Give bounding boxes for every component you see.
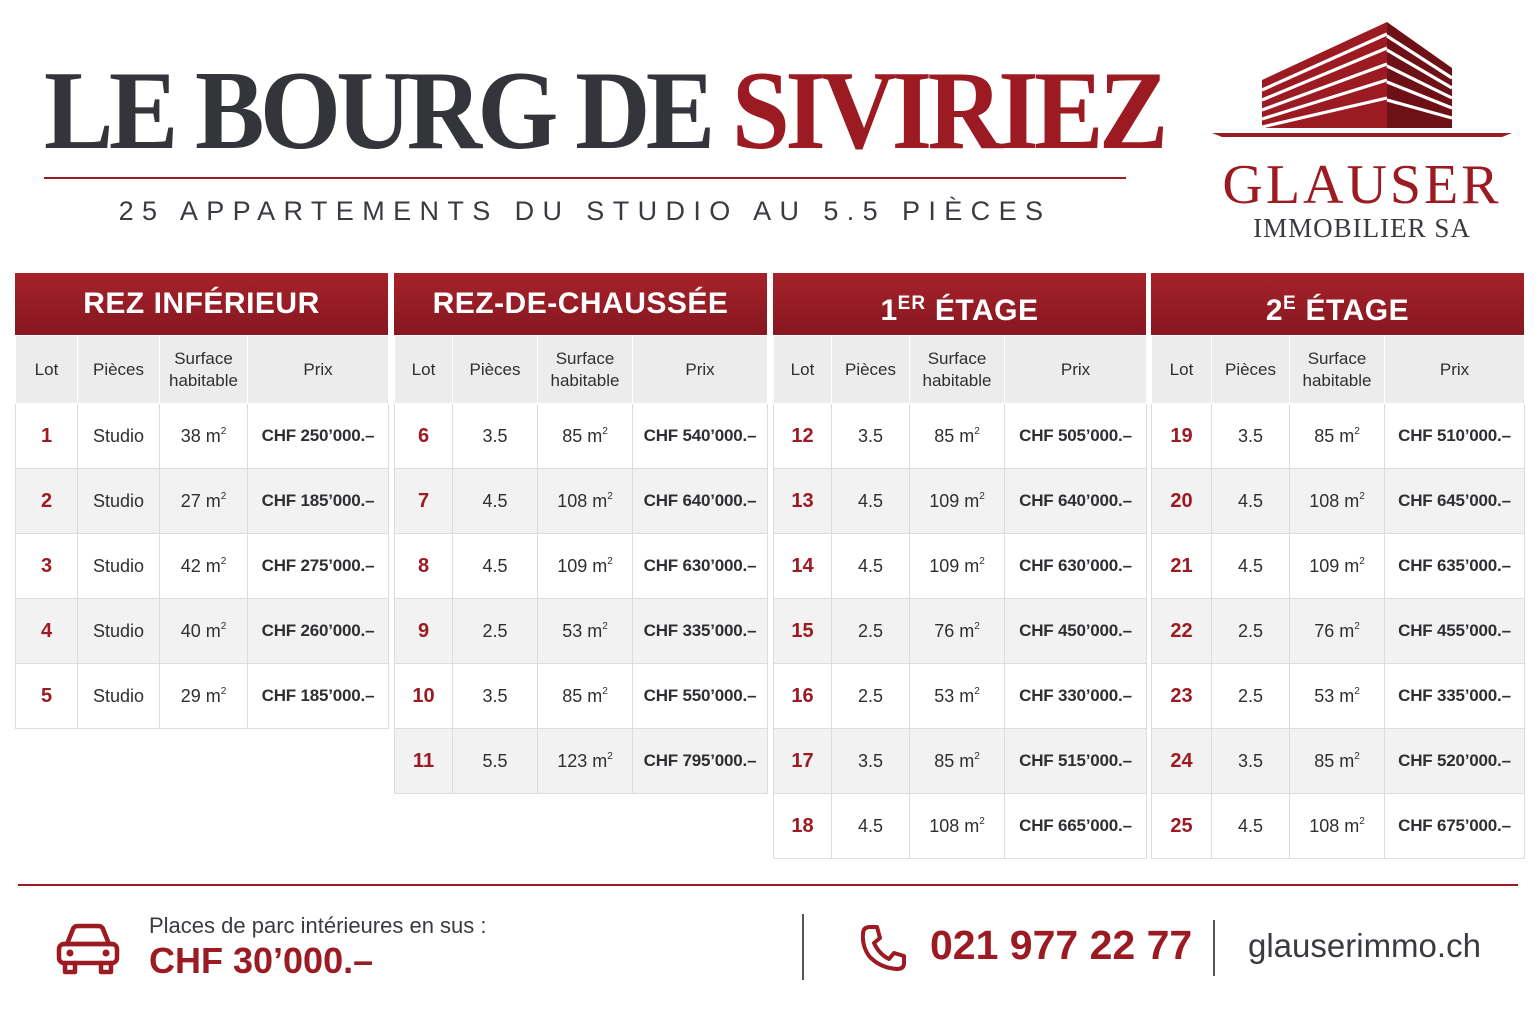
phone-number[interactable]: 021 977 22 77 <box>930 922 1193 968</box>
surface-unit-exponent: 2 <box>974 425 980 437</box>
surface-unit: m <box>964 490 980 511</box>
surface-cell <box>1290 534 1385 599</box>
price-cell: CHF 275’000.– <box>248 534 389 599</box>
apartments-table <box>15 335 389 729</box>
surface-cell <box>1290 664 1385 729</box>
surface-cell <box>1290 404 1385 469</box>
surface-unit: m <box>1339 425 1355 446</box>
col-header-pieces: Pièces <box>1212 336 1290 404</box>
lot-cell: 16 <box>774 664 832 729</box>
surface-unit: m <box>205 555 221 576</box>
surface-unit-exponent: 2 <box>1359 815 1365 827</box>
logo-subtitle: IMMOBILIER SA <box>1253 213 1471 243</box>
pieces-cell: 3.5 <box>832 729 910 794</box>
pieces-cell: 4.5 <box>1212 534 1290 599</box>
price-cell: CHF 335’000.– <box>633 599 768 664</box>
surface-unit-exponent: 2 <box>1354 750 1360 762</box>
pieces-cell: 3.5 <box>832 404 910 469</box>
pieces-cell: 2.5 <box>832 599 910 664</box>
surface-unit: m <box>205 490 221 511</box>
apartments-table <box>773 335 1147 859</box>
phone-icon <box>860 924 906 972</box>
floor-title <box>773 273 1146 335</box>
pieces-cell: 3.5 <box>1212 729 1290 794</box>
price-cell: CHF 550’000.– <box>633 664 768 729</box>
surface-cell <box>160 404 248 469</box>
table-row <box>774 794 1147 859</box>
lot-cell: 6 <box>395 404 453 469</box>
surface-value: 27 <box>180 490 201 511</box>
surface-unit-exponent: 2 <box>974 620 980 632</box>
price-cell: CHF 450’000.– <box>1005 599 1147 664</box>
surface-value: 85 <box>934 425 955 446</box>
lot-cell: 11 <box>395 729 453 794</box>
pieces-cell: 4.5 <box>453 534 538 599</box>
price-cell: CHF 635’000.– <box>1385 534 1525 599</box>
table-row <box>1152 664 1525 729</box>
pieces-cell: 2.5 <box>832 664 910 729</box>
price-cell: CHF 455’000.– <box>1385 599 1525 664</box>
table-row <box>1152 729 1525 794</box>
surface-value: 76 <box>934 620 955 641</box>
title-divider <box>44 177 1126 179</box>
col-header-lot: Lot <box>774 336 832 404</box>
surface-value: 108 <box>1309 815 1340 836</box>
surface-unit: m <box>592 490 608 511</box>
pieces-cell: Studio <box>78 404 160 469</box>
floor-title-ordinal: E <box>1283 293 1297 314</box>
pieces-cell: 3.5 <box>1212 404 1290 469</box>
surface-unit: m <box>205 685 221 706</box>
lot-cell: 9 <box>395 599 453 664</box>
lot-cell: 2 <box>16 469 78 534</box>
surface-cell <box>160 534 248 599</box>
floor-title-text: ÉTAGE <box>926 294 1039 327</box>
surface-unit: m <box>1344 555 1360 576</box>
price-cell: CHF 505’000.– <box>1005 404 1147 469</box>
surface-cell <box>910 599 1005 664</box>
price-cell: CHF 665’000.– <box>1005 794 1147 859</box>
table-header-row <box>1152 336 1525 404</box>
floor-title-number: 2 <box>1265 294 1284 327</box>
surface-value: 38 <box>180 425 201 446</box>
lot-cell: 19 <box>1152 404 1212 469</box>
surface-cell <box>910 534 1005 599</box>
price-cell: CHF 250’000.– <box>248 404 389 469</box>
footer-divider <box>18 884 1518 886</box>
surface-cell <box>538 404 633 469</box>
col-header-lot: Lot <box>1152 336 1212 404</box>
surface-cell <box>1290 469 1385 534</box>
surface-value: 29 <box>180 685 201 706</box>
surface-value: 53 <box>1314 685 1335 706</box>
price-cell: CHF 515’000.– <box>1005 729 1147 794</box>
table-row <box>16 599 389 664</box>
pieces-cell: 4.5 <box>1212 469 1290 534</box>
surface-value: 85 <box>562 425 583 446</box>
pieces-cell: Studio <box>78 469 160 534</box>
surface-value: 85 <box>1314 750 1335 771</box>
surface-cell <box>160 469 248 534</box>
table-row <box>1152 469 1525 534</box>
lot-cell: 23 <box>1152 664 1212 729</box>
surface-unit-exponent: 2 <box>607 750 613 762</box>
lot-cell: 1 <box>16 404 78 469</box>
logo-name: GLAUSER <box>1222 154 1502 216</box>
floor-title <box>1151 273 1524 335</box>
lot-cell: 4 <box>16 599 78 664</box>
col-header-pieces: Pièces <box>832 336 910 404</box>
lot-cell: 25 <box>1152 794 1212 859</box>
lot-cell: 13 <box>774 469 832 534</box>
surface-unit-exponent: 2 <box>1354 685 1360 697</box>
apartments-table <box>394 335 768 794</box>
surface-unit: m <box>959 750 975 771</box>
surface-cell <box>160 599 248 664</box>
table-row <box>774 729 1147 794</box>
table-row <box>774 404 1147 469</box>
table-row <box>395 404 768 469</box>
surface-cell <box>910 664 1005 729</box>
surface-value: 53 <box>934 685 955 706</box>
table-header-row <box>16 336 389 404</box>
website-link[interactable]: glauserimmo.ch <box>1248 927 1481 964</box>
surface-unit-exponent: 2 <box>1359 555 1365 567</box>
price-cell: CHF 185’000.– <box>248 469 389 534</box>
surface-cell <box>910 404 1005 469</box>
col-header-lot: Lot <box>395 336 453 404</box>
surface-unit: m <box>587 685 603 706</box>
surface-value: 108 <box>1309 490 1340 511</box>
surface-unit: m <box>1339 750 1355 771</box>
surface-value: 53 <box>562 620 583 641</box>
lot-cell: 20 <box>1152 469 1212 534</box>
surface-unit-exponent: 2 <box>1359 490 1365 502</box>
surface-value: 109 <box>929 555 960 576</box>
pieces-cell: 5.5 <box>453 729 538 794</box>
lot-cell: 5 <box>16 664 78 729</box>
lot-cell: 7 <box>395 469 453 534</box>
footer-separator <box>1213 920 1215 976</box>
surface-unit-exponent: 2 <box>979 815 985 827</box>
surface-cell <box>910 729 1005 794</box>
lot-cell: 17 <box>774 729 832 794</box>
surface-unit-exponent: 2 <box>220 685 227 697</box>
surface-value: 108 <box>557 490 588 511</box>
table-row <box>395 534 768 599</box>
surface-cell <box>538 599 633 664</box>
col-header-prix: Prix <box>1005 336 1147 404</box>
pieces-cell: 4.5 <box>453 469 538 534</box>
surface-unit-exponent: 2 <box>220 425 227 437</box>
company-logo <box>1212 20 1512 243</box>
pieces-cell: 2.5 <box>1212 599 1290 664</box>
table-row <box>774 599 1147 664</box>
surface-value: 40 <box>180 620 201 641</box>
surface-unit: m <box>205 425 221 446</box>
table-row <box>1152 599 1525 664</box>
surface-unit-exponent: 2 <box>602 620 608 632</box>
price-cell: CHF 330’000.– <box>1005 664 1147 729</box>
floor-title <box>394 273 767 335</box>
floor-title-text: REZ-DE-CHAUSSÉE <box>432 287 729 320</box>
table-row <box>395 729 768 794</box>
col-header-prix: Prix <box>248 336 389 404</box>
floor-title-number: 1 <box>880 294 898 327</box>
table-row <box>16 469 389 534</box>
parking-label: Places de parc intérieures en sus : <box>149 913 487 938</box>
price-cell: CHF 510’000.– <box>1385 404 1525 469</box>
col-header-surface: Surface habitable <box>1290 336 1385 404</box>
surface-unit-exponent: 2 <box>602 425 608 437</box>
pieces-cell: 4.5 <box>1212 794 1290 859</box>
car-icon <box>55 922 121 976</box>
surface-unit: m <box>1339 685 1355 706</box>
surface-value: 85 <box>934 750 955 771</box>
price-cell: CHF 645’000.– <box>1385 469 1525 534</box>
surface-unit: m <box>205 620 221 641</box>
surface-unit: m <box>587 425 603 446</box>
surface-unit: m <box>959 685 975 706</box>
surface-unit-exponent: 2 <box>979 490 985 502</box>
page-title <box>44 49 1164 173</box>
surface-value: 123 <box>557 750 588 771</box>
surface-value: 108 <box>929 815 960 836</box>
table-row <box>395 469 768 534</box>
floor-title-text: ÉTAGE <box>1296 294 1410 327</box>
lot-cell: 22 <box>1152 599 1212 664</box>
surface-value: 85 <box>562 685 583 706</box>
pieces-cell: 3.5 <box>453 404 538 469</box>
surface-value: 109 <box>929 490 960 511</box>
col-header-prix: Prix <box>633 336 768 404</box>
surface-unit-exponent: 2 <box>607 555 613 567</box>
pieces-cell: Studio <box>78 664 160 729</box>
pieces-cell: 4.5 <box>832 794 910 859</box>
pieces-cell: 4.5 <box>832 534 910 599</box>
price-cell: CHF 640’000.– <box>633 469 768 534</box>
apartments-table <box>1151 335 1525 859</box>
surface-value: 85 <box>1314 425 1335 446</box>
surface-unit: m <box>587 620 603 641</box>
table-row <box>16 404 389 469</box>
footer-separator <box>802 914 804 980</box>
pieces-cell: 4.5 <box>832 469 910 534</box>
lot-cell: 8 <box>395 534 453 599</box>
surface-unit-exponent: 2 <box>602 685 608 697</box>
floor-title-ordinal: ER <box>897 293 927 314</box>
table-row <box>395 599 768 664</box>
col-header-lot: Lot <box>16 336 78 404</box>
title-dark-part: LE BOURG DE <box>44 49 711 173</box>
lot-cell: 21 <box>1152 534 1212 599</box>
table-row <box>16 664 389 729</box>
pieces-cell: 2.5 <box>1212 664 1290 729</box>
surface-cell <box>538 534 633 599</box>
surface-unit: m <box>592 555 608 576</box>
table-row <box>774 664 1147 729</box>
surface-cell <box>1290 729 1385 794</box>
surface-cell <box>910 469 1005 534</box>
surface-unit: m <box>959 425 975 446</box>
price-cell: CHF 540’000.– <box>633 404 768 469</box>
lot-cell: 18 <box>774 794 832 859</box>
col-header-pieces: Pièces <box>78 336 160 404</box>
surface-unit: m <box>964 815 980 836</box>
surface-unit-exponent: 2 <box>1354 620 1360 632</box>
surface-unit-exponent: 2 <box>220 555 227 567</box>
pieces-cell: Studio <box>78 534 160 599</box>
pieces-cell: 3.5 <box>453 664 538 729</box>
lot-cell: 10 <box>395 664 453 729</box>
table-row <box>774 469 1147 534</box>
surface-unit-exponent: 2 <box>220 620 227 632</box>
lot-cell: 15 <box>774 599 832 664</box>
surface-value: 109 <box>557 555 588 576</box>
table-row <box>16 534 389 599</box>
table-row <box>395 664 768 729</box>
surface-unit: m <box>964 555 980 576</box>
floor-table-rez-inferieur <box>15 273 388 729</box>
surface-unit: m <box>592 750 608 771</box>
floor-table-rez-de-chaussee <box>394 273 767 794</box>
col-header-surface: Surface habitable <box>910 336 1005 404</box>
surface-unit-exponent: 2 <box>1354 425 1360 437</box>
surface-unit: m <box>959 620 975 641</box>
price-cell: CHF 335’000.– <box>1385 664 1525 729</box>
surface-cell <box>538 729 633 794</box>
col-header-prix: Prix <box>1385 336 1525 404</box>
surface-cell <box>910 794 1005 859</box>
table-row <box>1152 534 1525 599</box>
surface-value: 76 <box>1314 620 1335 641</box>
col-header-pieces: Pièces <box>453 336 538 404</box>
table-row <box>1152 794 1525 859</box>
pieces-cell: Studio <box>78 599 160 664</box>
floor-table-2e-etage <box>1151 273 1524 859</box>
col-header-surface: Surface habitable <box>160 336 248 404</box>
surface-cell <box>1290 599 1385 664</box>
lot-cell: 14 <box>774 534 832 599</box>
price-cell: CHF 185’000.– <box>248 664 389 729</box>
price-cell: CHF 260’000.– <box>248 599 389 664</box>
price-cell: CHF 640’000.– <box>1005 469 1147 534</box>
lot-cell: 24 <box>1152 729 1212 794</box>
surface-cell <box>1290 794 1385 859</box>
surface-unit: m <box>1344 815 1360 836</box>
surface-cell <box>160 664 248 729</box>
surface-unit: m <box>1344 490 1360 511</box>
table-row <box>774 534 1147 599</box>
floor-title <box>15 273 388 335</box>
price-cell: CHF 795’000.– <box>633 729 768 794</box>
table-header-row <box>774 336 1147 404</box>
price-cell: CHF 630’000.– <box>633 534 768 599</box>
price-cell: CHF 520’000.– <box>1385 729 1525 794</box>
lot-cell: 3 <box>16 534 78 599</box>
surface-cell <box>538 664 633 729</box>
building-logo-icon <box>1212 20 1512 155</box>
surface-value: 109 <box>1309 555 1340 576</box>
surface-unit-exponent: 2 <box>220 490 227 502</box>
col-header-surface: Surface habitable <box>538 336 633 404</box>
surface-unit: m <box>1339 620 1355 641</box>
surface-unit-exponent: 2 <box>607 490 613 502</box>
surface-cell <box>538 469 633 534</box>
price-cell: CHF 630’000.– <box>1005 534 1147 599</box>
surface-unit-exponent: 2 <box>979 555 985 567</box>
price-cell: CHF 675’000.– <box>1385 794 1525 859</box>
table-header-row <box>395 336 768 404</box>
table-row <box>1152 404 1525 469</box>
page-subtitle: 25 APPARTEMENTS DU STUDIO AU 5.5 PIÈCES <box>118 196 1052 226</box>
surface-unit-exponent: 2 <box>974 685 980 697</box>
surface-value: 42 <box>180 555 201 576</box>
pieces-cell: 2.5 <box>453 599 538 664</box>
floor-title-text: REZ INFÉRIEUR <box>83 287 320 320</box>
floor-table-1er-etage <box>773 273 1146 859</box>
surface-unit-exponent: 2 <box>974 750 980 762</box>
lot-cell: 12 <box>774 404 832 469</box>
title-red-part: SIVIRIEZ <box>731 49 1164 173</box>
parking-price: CHF 30’000.– <box>149 940 374 981</box>
